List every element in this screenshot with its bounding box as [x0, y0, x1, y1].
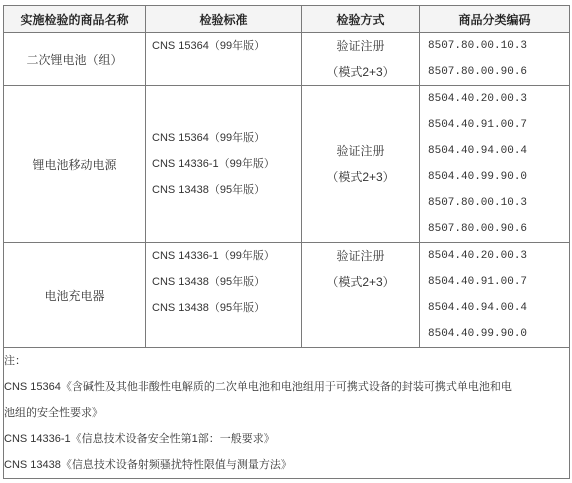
notes-cell — [4, 348, 570, 479]
standards-cell — [146, 243, 302, 348]
table-row — [4, 33, 570, 86]
notes-row — [4, 348, 570, 479]
method-line: 验证注册 — [336, 249, 385, 263]
method-cell — [302, 243, 420, 348]
code-item: 8507.80.00.10.3 — [428, 197, 528, 209]
code-item: 8504.40.99.90.0 — [428, 328, 528, 340]
method-line: 验证注册 — [336, 39, 385, 53]
code-item: 8504.40.94.00.4 — [428, 145, 528, 157]
method-line: （模式2+3） — [326, 170, 395, 184]
note-item: CNS 15364《含碱性及其他非酸性电解质的二次单电池和电池组用于可携式设备的封装可携式单电池和电 — [4, 381, 512, 393]
standard-item: CNS 14336-1（99年版） — [152, 250, 275, 262]
method-line: （模式2+3） — [326, 275, 395, 289]
method-cell — [302, 33, 420, 86]
standards-cell — [146, 86, 302, 243]
note-item: CNS 14336-1《信息技术设备安全性第1部：一般要求》 — [4, 433, 275, 445]
header-standard: 检验标准 — [146, 6, 302, 33]
code-item: 8504.40.91.00.7 — [428, 119, 528, 131]
inspection-table — [3, 5, 570, 479]
header-method: 检验方式 — [302, 6, 420, 33]
product-name: 电池充电器 — [4, 243, 146, 348]
codes-cell — [420, 243, 570, 348]
header-product-name: 实施检验的商品名称 — [4, 6, 146, 33]
code-item: 8507.80.00.90.6 — [428, 223, 528, 235]
method-line: 验证注册 — [336, 144, 385, 158]
note-item: CNS 13438《信息技术设备射频骚扰特性限值与测量方法》 — [4, 459, 292, 471]
product-name: 二次锂电池（组） — [4, 33, 146, 86]
header-code: 商品分类编码 — [420, 6, 570, 33]
code-item: 8504.40.94.00.4 — [428, 302, 528, 314]
table-row — [4, 243, 570, 348]
standard-item: CNS 14336-1（99年版） — [152, 158, 275, 170]
standard-item: CNS 13438（95年版） — [152, 276, 266, 288]
code-item: 8507.80.00.10.3 — [428, 40, 528, 52]
standard-item: CNS 13438（95年版） — [152, 184, 266, 196]
standard-item: CNS 13438（95年版） — [152, 302, 266, 314]
code-item: 8504.40.20.00.3 — [428, 93, 528, 105]
product-name: 锂电池移动电源 — [4, 86, 146, 243]
method-line: （模式2+3） — [326, 65, 395, 79]
notes-title: 注： — [4, 355, 26, 367]
code-item: 8504.40.99.90.0 — [428, 171, 528, 183]
header-row — [4, 6, 570, 33]
standard-item: CNS 15364（99年版） — [152, 40, 266, 52]
standards-cell — [146, 33, 302, 86]
method-cell — [302, 86, 420, 243]
code-item: 8507.80.00.90.6 — [428, 66, 528, 78]
code-item: 8504.40.91.00.7 — [428, 276, 528, 288]
code-item: 8504.40.20.00.3 — [428, 250, 528, 262]
codes-cell — [420, 33, 570, 86]
standard-item: CNS 15364（99年版） — [152, 132, 266, 144]
codes-cell — [420, 86, 570, 243]
note-item: 池组的安全性要求》 — [4, 407, 103, 419]
table-row — [4, 86, 570, 243]
